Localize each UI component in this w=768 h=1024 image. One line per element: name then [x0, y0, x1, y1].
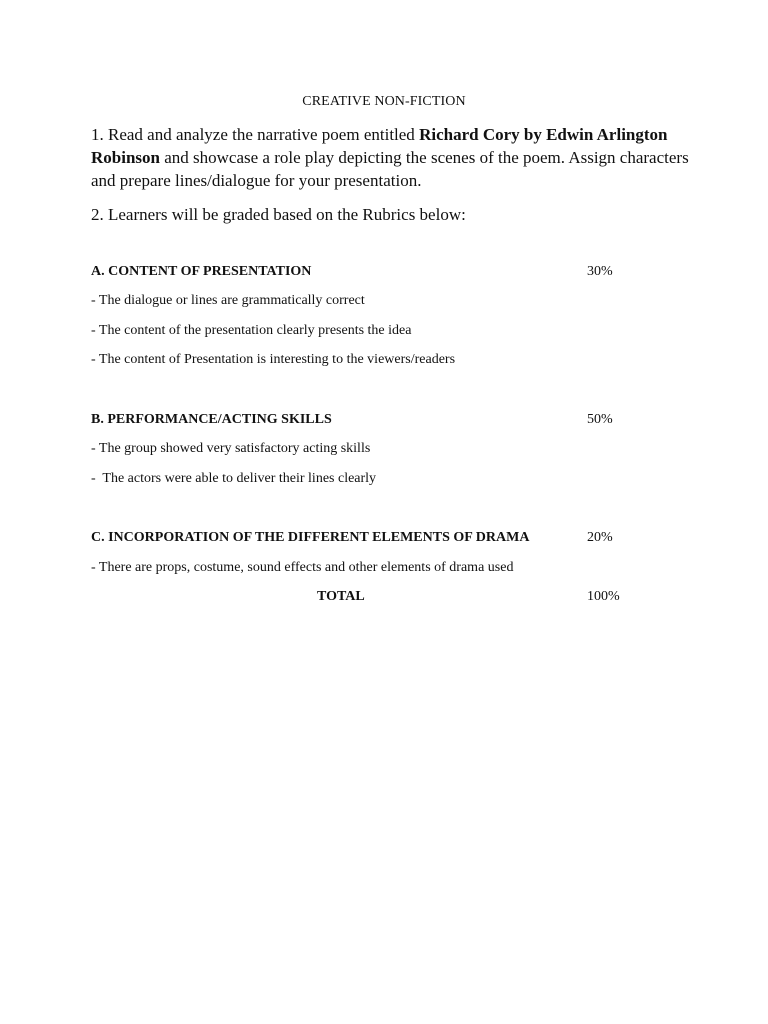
instruction-1-text-before: Read and analyze the narrative poem entitled [108, 125, 415, 144]
rubric-c-heading: C. INCORPORATION OF THE DIFFERENT ELEMENTS OF DRAMA [91, 530, 530, 545]
rubric-a-criterion-2: - The content of the presentation clearly presents the idea [91, 323, 412, 338]
instruction-2: 2. Learners will be graded based on the Rubrics below: [91, 205, 466, 224]
rubric-b-criterion-1: - The group showed very satisfactory acting skills [91, 441, 371, 456]
total-label: TOTAL [317, 589, 365, 604]
total-percent: 100% [587, 589, 620, 604]
rubric-a-percent: 30% [587, 264, 613, 279]
rubric-b-criterion-2: - The actors were able to deliver their lines clearly [91, 471, 377, 486]
rubric-a-heading: A. CONTENT OF PRESENTATION [91, 264, 312, 279]
rubric-a-criterion-3: - The content of Presentation is interesting to the viewers/readers [91, 352, 456, 367]
rubric-b-percent: 50% [587, 412, 613, 427]
instruction-1-number: 1. [91, 125, 104, 144]
poem-title-author: Richard Cory by Edwin Arlington Robinson [91, 125, 668, 167]
rubric-c-criterion-1: - There are props, costume, sound effects and other elements of drama used [91, 560, 514, 575]
instruction-1 [91, 123, 691, 192]
rubric-c-percent: 20% [587, 530, 613, 545]
document-title: CREATIVE NON-FICTION [302, 94, 466, 109]
rubric-b-heading: B. PERFORMANCE/ACTING SKILLS [91, 412, 332, 427]
rubric-a-criterion-1: - The dialogue or lines are grammatically correct [91, 293, 365, 308]
instruction-1-text-after: and showcase a role play depicting the scenes of the poem. Assign characters and prepare lines/dialogue for your presentation. [91, 148, 689, 190]
